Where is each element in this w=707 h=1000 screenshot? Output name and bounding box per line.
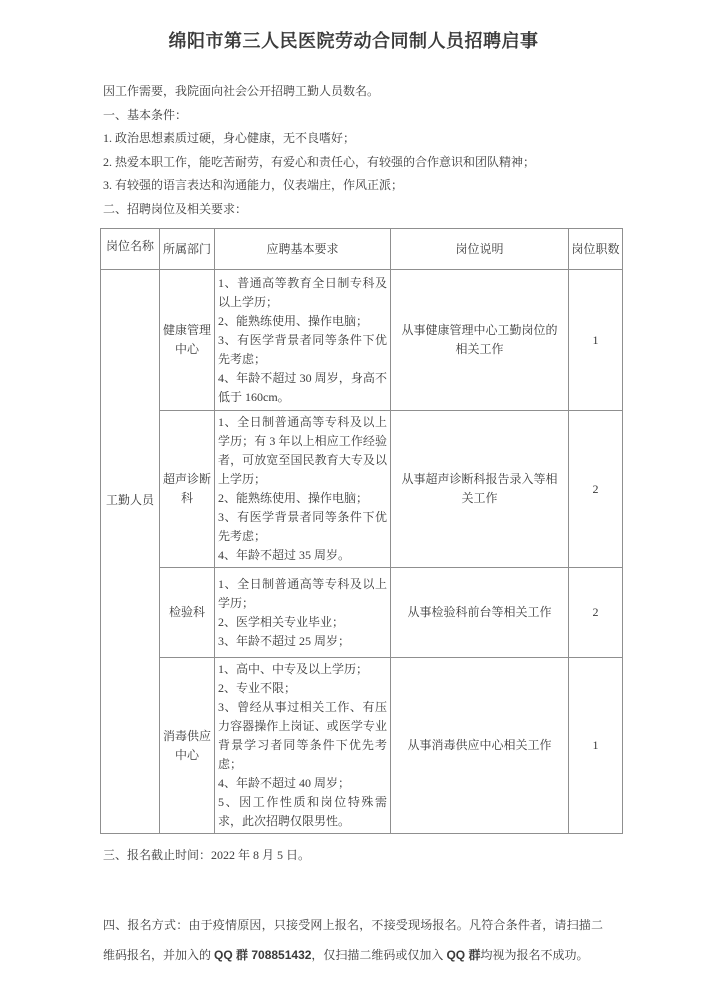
header-cell-position-name: 岗位名称	[101, 229, 160, 270]
header-cell-department: 所属部门	[160, 229, 215, 270]
requirement-item: 2、专业不限；	[218, 681, 297, 695]
intro-section	[103, 80, 603, 221]
requirement-item: 1、高中、中专及以上学历；	[218, 662, 369, 676]
intro-line: 3. 有较强的语言表达和沟通能力，仪表端庄，作风正派；	[103, 178, 404, 192]
table-header-row	[101, 229, 623, 270]
page-title: 绵阳市第三人民医院劳动合同制人员招聘启事	[168, 31, 539, 51]
requirement-item: 1、全日制普通高等专科及以上学历；	[218, 576, 387, 610]
table-row	[101, 411, 623, 568]
requirements-cell	[215, 568, 391, 658]
requirement-item: 3、曾经从事过相关工作、有压力容器操作上岗证、或医学专业背景学习者同等条件下优先考虑；	[218, 700, 387, 771]
text-segment: 均视为报名不成功。	[480, 948, 589, 962]
intro-line: 二、招聘岗位及相关要求：	[103, 201, 248, 216]
intro-line: 1. 政治思想素质过硬，身心健康，无不良嗜好；	[103, 131, 356, 145]
application-method-paragraph	[103, 910, 603, 970]
table-row	[101, 270, 623, 411]
table-row	[101, 568, 623, 658]
requirement-item: 3、有医学背景者同等条件下优先考虑；	[218, 332, 387, 366]
intro-line: 一、基本条件：	[103, 107, 188, 122]
qq-group-text: QQ 群 708851432	[214, 948, 312, 962]
requirements-cell	[215, 411, 391, 568]
requirements-cell	[215, 270, 391, 411]
header-cell-description: 岗位说明	[391, 229, 569, 270]
qq-group-text: QQ 群	[446, 948, 481, 962]
description-cell: 从事检验科前台等相关工作	[391, 568, 569, 658]
intro-line: 因工作需要，我院面向社会公开招聘工勤人员数名。	[103, 84, 380, 98]
count-cell: 1	[569, 270, 623, 411]
requirements-cell	[215, 658, 391, 834]
requirement-item: 2、能熟练使用、操作电脑；	[218, 491, 369, 505]
intro-line: 2. 热爱本职工作，能吃苦耐劳，有爱心和责任心，有较强的合作意识和团队精神；	[103, 154, 536, 169]
requirement-item: 4、年龄不超过 35 周岁。	[218, 548, 351, 562]
count-cell: 1	[569, 658, 623, 834]
count-cell: 2	[569, 568, 623, 658]
text-segment: 四、报名方式：由于疫情原因，只接受网上报名，不接受现场报名。凡符合条件者，请扫描二维码报名，并加入的	[103, 918, 603, 962]
requirement-item: 2、医学相关专业毕业；	[218, 614, 345, 629]
description-cell: 从事健康管理中心工勤岗位的相关工作	[391, 270, 569, 411]
requirement-item: 1、普通高等教育全日制专科及以上学历；	[218, 275, 387, 309]
requirement-item: 2、能熟练使用、操作电脑；	[218, 313, 369, 328]
requirement-item: 5、因工作性质和岗位特殊需求，此次招聘仅限男性。	[218, 795, 387, 828]
description-cell: 从事消毒供应中心相关工作	[391, 658, 569, 834]
text-segment: ，仅扫描二维码或仅加入	[311, 948, 447, 962]
deadline-paragraph: 三、报名截止时间：2022 年 8 月 5 日。	[103, 848, 311, 862]
requirement-item: 4、年龄不超过 30 周岁，身高不低于 160cm。	[218, 370, 387, 404]
header-cell-count: 岗位职数	[569, 229, 623, 270]
requirement-item: 3、年龄不超过 25 周岁；	[218, 633, 351, 648]
requirement-item: 4、年龄不超过 40 周岁；	[218, 776, 351, 790]
requirement-item: 1、全日制普通高等专科及以上学历；有 3 年以上相应工作经验者，可放宽至国民教育大专及以上学历；	[218, 415, 387, 486]
description-cell: 从事超声诊断科报告录入等相关工作	[391, 411, 569, 568]
header-cell-requirements: 应聘基本要求	[215, 229, 391, 270]
count-cell: 2	[569, 411, 623, 568]
recruitment-table	[100, 228, 623, 834]
department-cell: 检验科	[160, 568, 215, 658]
requirement-item: 3、有医学背景者同等条件下优先考虑；	[218, 510, 387, 543]
department-cell: 超声诊断科	[160, 411, 215, 568]
table-row	[101, 658, 623, 834]
department-cell: 健康管理中心	[160, 270, 215, 411]
department-cell: 消毒供应中心	[160, 658, 215, 834]
job-category-cell: 工勤人员	[101, 270, 160, 834]
